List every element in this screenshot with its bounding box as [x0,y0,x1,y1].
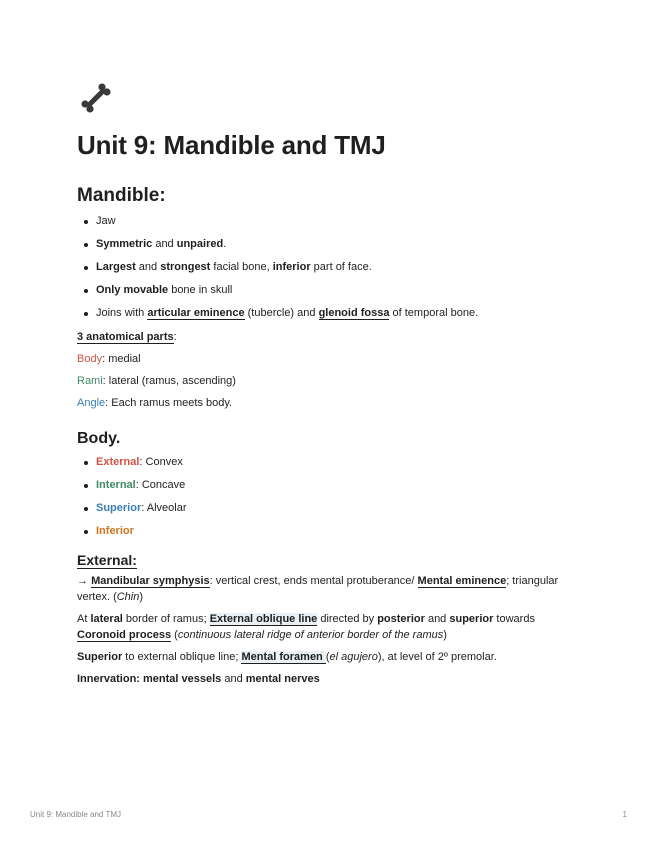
list-item: Symmetric and unpaired. [96,237,577,252]
body-part-line: Body: medial [77,353,141,365]
list-item: External: Convex [96,455,577,470]
bone-icon [78,80,114,116]
page-number: 1 [622,810,627,819]
parts-paragraph: 3 anatomical parts: [77,331,177,343]
list-item: Inferior [96,524,577,539]
mandible-list [77,214,577,321]
external-heading: External: [77,552,137,568]
mandible-heading: Mandible: [77,185,166,206]
body-heading: Body. [77,430,121,447]
footer-title: Unit 9: Mandible and TMJ [30,810,122,819]
list-item: Joins with articular eminence (tubercle) and glenoid fossa of temporal bone. [96,306,577,321]
oblique-line-paragraph: At lateral border of ramus; External oblique line directed by posterior and superior towards Coronoid process (continuous lateral ridge of anterior border of the ramus) [77,613,535,641]
list-item: Only movable bone in skull [96,283,577,298]
document-page [77,80,577,693]
body-list [77,455,577,539]
page-title: Unit 9: Mandible and TMJ [77,130,386,160]
list-item: Jaw [96,214,577,229]
rami-part-line: Rami: lateral (ramus, ascending) [77,375,236,387]
foramen-paragraph: Superior to external oblique line; Mental foramen (el agujero), at level of 2º premolar. [77,651,497,663]
symphysis-paragraph: → Mandibular symphysis: vertical crest, ends mental protuberance/ Mental eminence; triangular vertex. (Chin) [77,575,559,603]
list-item: Largest and strongest facial bone, inferior part of face. [96,260,577,275]
angle-part-line: Angle: Each ramus meets body. [77,397,233,409]
innervation-paragraph: Innervation: mental vessels and mental nerves [77,673,320,685]
list-item: Superior: Alveolar [96,501,577,516]
list-item: Internal: Concave [96,478,577,493]
